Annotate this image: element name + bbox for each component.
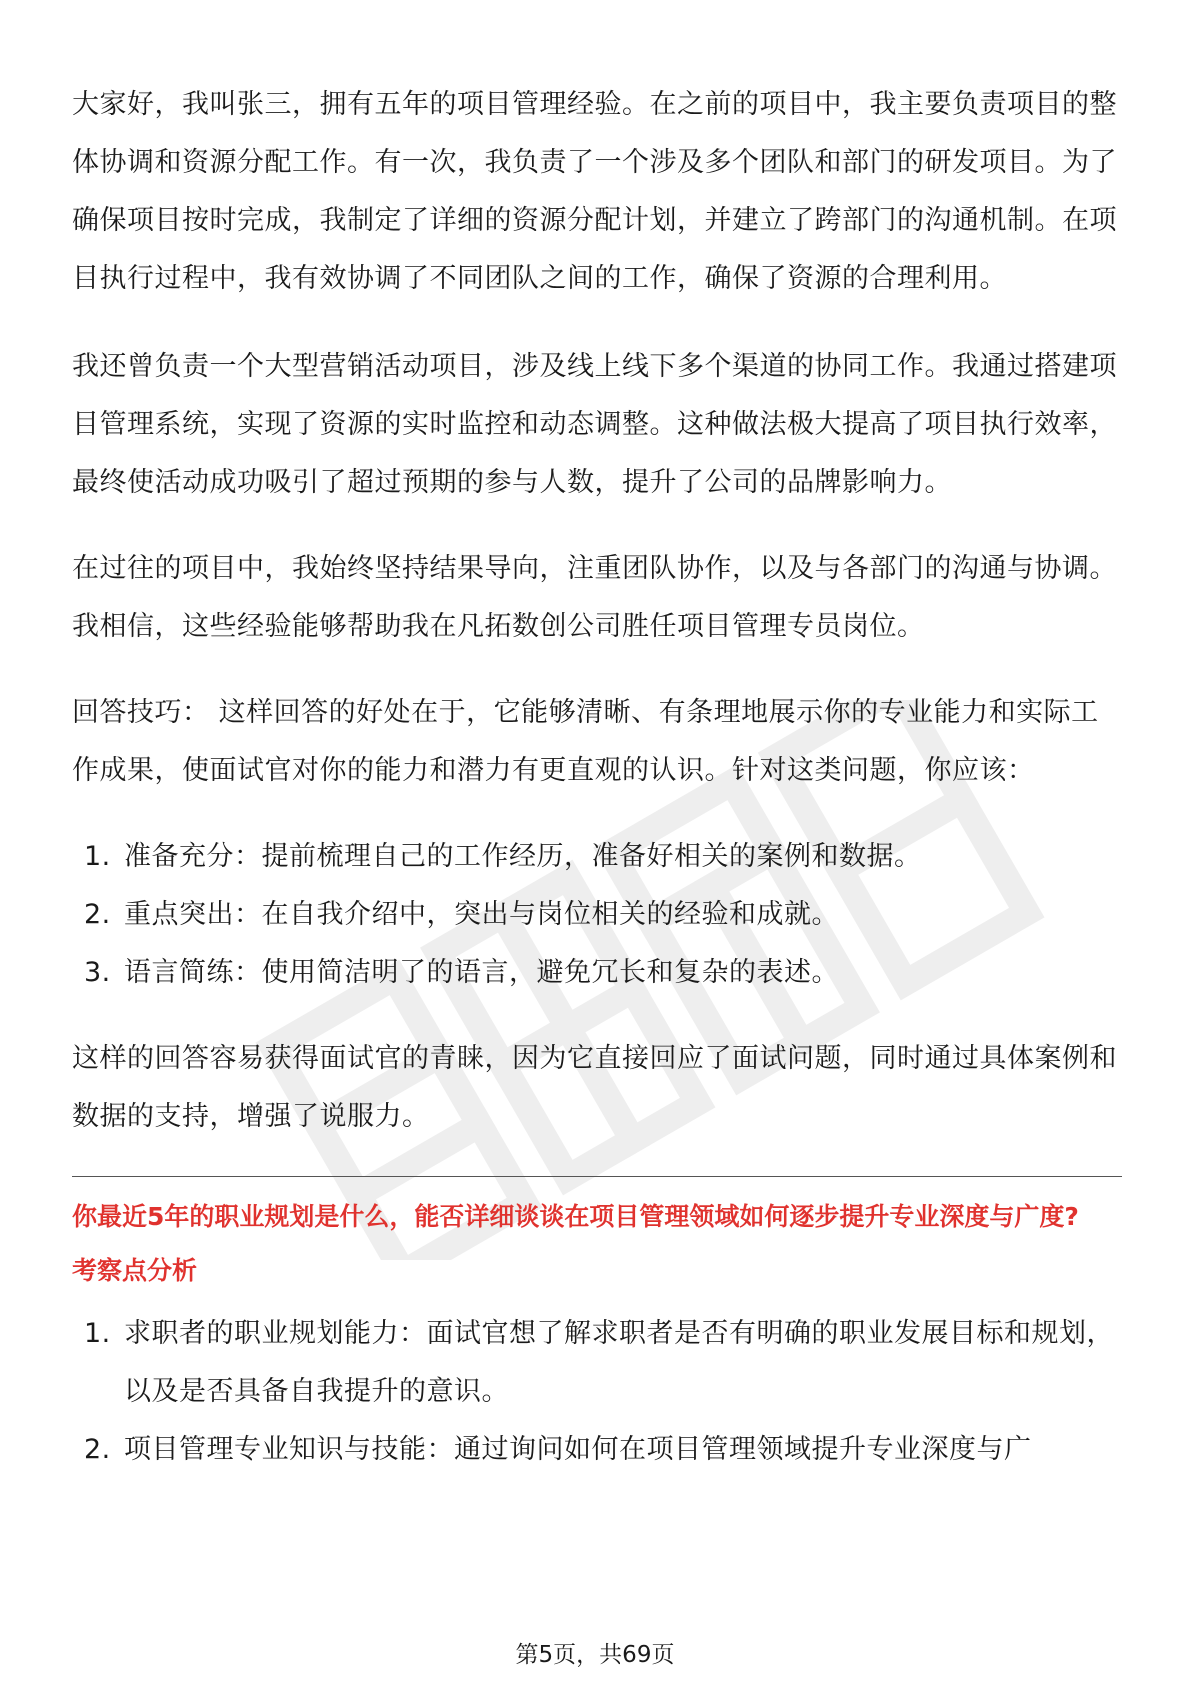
list-item-number: 3. — [84, 957, 111, 988]
tips-list — [72, 828, 1122, 1002]
list-item — [72, 1305, 1122, 1421]
paragraph-conclusion: 这样的回答容易获得面试官的青睐，因为它直接回应了面试问题，同时通过具体案例和数据的支持，增强了说服力。 — [72, 1043, 1117, 1132]
analysis-heading: 考察点分析 — [72, 1256, 198, 1285]
list-item-text: 语言简练：使用简洁明了的语言，避免冗长和复杂的表述。 — [124, 957, 839, 988]
list-item — [72, 1421, 1122, 1479]
question-title: 你最近5年的职业规划是什么，能否详细谈谈在项目管理领域如何逐步提升专业深度与广度? — [72, 1202, 1079, 1231]
paragraph-summary: 在过往的项目中，我始终坚持结果导向，注重团队协作，以及与各部门的沟通与协调。我相信，这些经验能够帮助我在凡拓数创公司胜任项目管理专员岗位。 — [72, 553, 1117, 642]
list-item — [72, 944, 1122, 1002]
paragraph-marketing-project: 我还曾负责一个大型营销活动项目，涉及线上线下多个渠道的协同工作。我通过搭建项目管理系统，实现了资源的实时监控和动态调整。这种做法极大提高了项目执行效率，最终使活动成功吸引了超过预期的参与人数，提升了公司的品牌影响力。 — [72, 351, 1117, 498]
document-page — [72, 76, 1122, 1479]
list-item-text: 准备充分：提前梳理自己的工作经历，准备好相关的案例和数据。 — [124, 841, 922, 872]
page-number-footer: 第5页，共69页 — [515, 1642, 675, 1668]
list-item-number: 2. — [84, 1434, 111, 1465]
list-item-text: 项目管理专业知识与技能：通过询问如何在项目管理领域提升专业深度与广 — [124, 1434, 1032, 1465]
list-item-number: 2. — [84, 899, 111, 930]
paragraph-answer-tips: 回答技巧： 这样回答的好处在于，它能够清晰、有条理地展示你的专业能力和实际工作成果，使面试官对你的能力和潜力有更直观的认识。针对这类问题，你应该： — [72, 697, 1099, 786]
list-item — [72, 886, 1122, 944]
list-item-number: 1. — [84, 1318, 111, 1349]
list-item-text: 求职者的职业规划能力：面试官想了解求职者是否有明确的职业发展目标和规划，以及是否具备自我提升的意识。 — [124, 1318, 1114, 1407]
list-item-number: 1. — [84, 841, 111, 872]
list-item — [72, 828, 1122, 886]
section-divider — [72, 1176, 1122, 1177]
list-item-text: 重点突出：在自我介绍中，突出与岗位相关的经验和成就。 — [124, 899, 839, 930]
paragraph-experience: 大家好，我叫张三，拥有五年的项目管理经验。在之前的项目中，我主要负责项目的整体协调和资源分配工作。有一次，我负责了一个涉及多个团队和部门的研发项目。为了确保项目按时完成，我制定了详细的资源分配计划，并建立了跨部门的沟通机制。在项目执行过程中，我有效协调了不同团队之间的工作，确保了资源的合理利用。 — [72, 89, 1117, 294]
analysis-points-list — [72, 1305, 1122, 1479]
